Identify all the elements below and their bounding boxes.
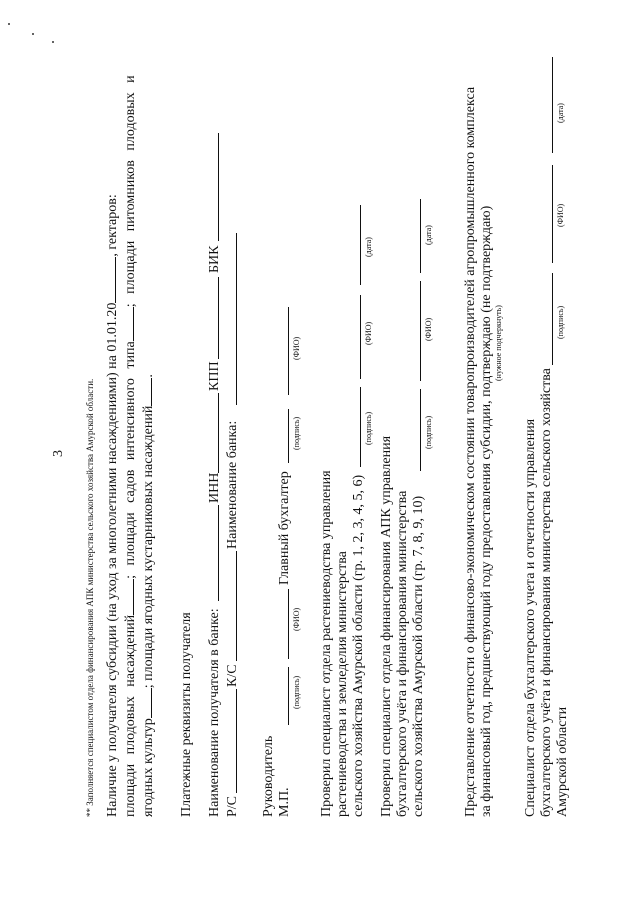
accounting-signature-field[interactable]: [552, 273, 553, 365]
accounting-name-caption: (ФИО): [556, 203, 565, 227]
head-name-caption: (ФИО): [292, 607, 301, 631]
check2-name-field[interactable]: [420, 281, 421, 381]
check1-signature-caption: (подпись): [364, 411, 373, 445]
scan-dot: [8, 23, 10, 25]
check1-date-field[interactable]: [360, 205, 361, 285]
bank-recipient-label: Наименование получателя в банке:: [207, 608, 222, 817]
check1-line-1: Проверил специалист отдела растениеводства управления: [319, 470, 334, 817]
kpp-label: КПП: [207, 361, 222, 391]
footnote: ** Заполняется специалистом отдела финансирования АПК министерства сельского хозяйства Амурской области.: [85, 378, 95, 817]
check1-name-field[interactable]: [360, 295, 361, 379]
accounting-line-1: Специалист отдела бухгалтерского учета и отчетности управления: [523, 418, 538, 817]
accounting-name-field[interactable]: [552, 165, 553, 263]
check2-line-3: сельского хозяйства Амурской области (гр. 7, 8, 9, 10): [411, 495, 426, 817]
check2-date-caption: (дата): [424, 225, 433, 245]
bik-label: БИК: [207, 245, 222, 273]
head-name-field[interactable]: [288, 589, 289, 659]
scan-dot: [32, 33, 34, 35]
rs-label: Р/С: [225, 795, 240, 817]
inn-field[interactable]: [218, 393, 219, 473]
check2-date-field[interactable]: [420, 199, 421, 273]
payment-title: Платежные реквизиты получателя: [179, 612, 194, 817]
head-signature-field[interactable]: [288, 667, 289, 725]
scan-dot: [52, 41, 54, 43]
head-label: Руководитель: [261, 735, 276, 817]
check1-signature-field[interactable]: [360, 387, 361, 467]
check1-line-2: растениеводства и земледелия министерства: [335, 551, 350, 817]
accounting-line-2: бухгалтерского учёта и финансирования министерства сельского хозяйства: [539, 368, 554, 817]
subsidy-line-3: ягодных культур; площади ягодных кустарниковых насаждений.: [141, 374, 156, 817]
head-signature-caption: (подпись): [292, 675, 301, 709]
accounting-signature-caption: (подпись): [556, 305, 565, 339]
check2-signature-field[interactable]: [420, 389, 421, 471]
rs-field[interactable]: [236, 689, 237, 793]
year-field[interactable]: [103, 257, 116, 303]
check2-signature-caption: (подпись): [424, 415, 433, 449]
check1-date-caption: (дата): [364, 237, 373, 257]
chief-accountant-signature-field[interactable]: [288, 409, 289, 463]
berry-area-field[interactable]: [139, 378, 152, 406]
subsidy-line-1: Наличие у получателя субсидии (на уход за многолетними насаждениями) на 01.01.20, гектаров:: [105, 194, 120, 817]
chief-accountant-label: Главный бухгалтер: [277, 471, 292, 585]
check1-line-3: сельского хозяйства Амурской области (гр. 1, 2, 3, 4, 5, 6): [351, 474, 366, 817]
inn-label: ИНН: [207, 472, 222, 503]
bank-name-field[interactable]: [236, 233, 237, 405]
check1-name-caption: (ФИО): [364, 321, 373, 345]
bank-recipient-field[interactable]: [218, 505, 219, 601]
report-line-2: за финансовый год, предшествующий году предоставления субсидии, подтверждаю (не подтверждаю): [479, 205, 494, 817]
accounting-date-field[interactable]: [552, 57, 553, 153]
check2-line-1: Проверил специалист отдела финансирования АПК управления: [379, 435, 394, 817]
check2-name-caption: (ФИО): [424, 317, 433, 341]
subsidy-line-2: площади плодовых насаждений; площади садов интенсивного типа; площади питомников плодовых и: [123, 75, 138, 817]
chief-accountant-name-field[interactable]: [288, 307, 289, 395]
nursery-area-field[interactable]: [139, 688, 152, 718]
bik-field[interactable]: [218, 133, 219, 241]
accounting-line-3: Амурской области: [555, 706, 570, 817]
accounting-date-caption: (дата): [556, 103, 565, 123]
intensive-garden-field[interactable]: [121, 307, 134, 341]
bank-name-label: Наименование банка:: [225, 420, 240, 549]
kpp-field[interactable]: [218, 277, 219, 359]
page-number: 3: [51, 450, 66, 457]
ks-field[interactable]: [236, 551, 237, 661]
check2-line-2: бухгалтерского учёта и финансирования министерства: [395, 490, 410, 817]
fruit-area-field[interactable]: [121, 579, 134, 615]
report-line-1: Представление отчетности о финансово-экономическом состоянии товаропроизводителей агропромышленного комплекса: [463, 86, 478, 817]
report-note: (нужное подчеркнуть): [494, 305, 503, 381]
stamp-label: М.П.: [277, 787, 292, 817]
chief-accountant-name-caption: (ФИО): [292, 336, 301, 360]
chief-accountant-signature-caption: (подпись): [292, 416, 301, 450]
ks-label: К/С: [225, 664, 240, 687]
